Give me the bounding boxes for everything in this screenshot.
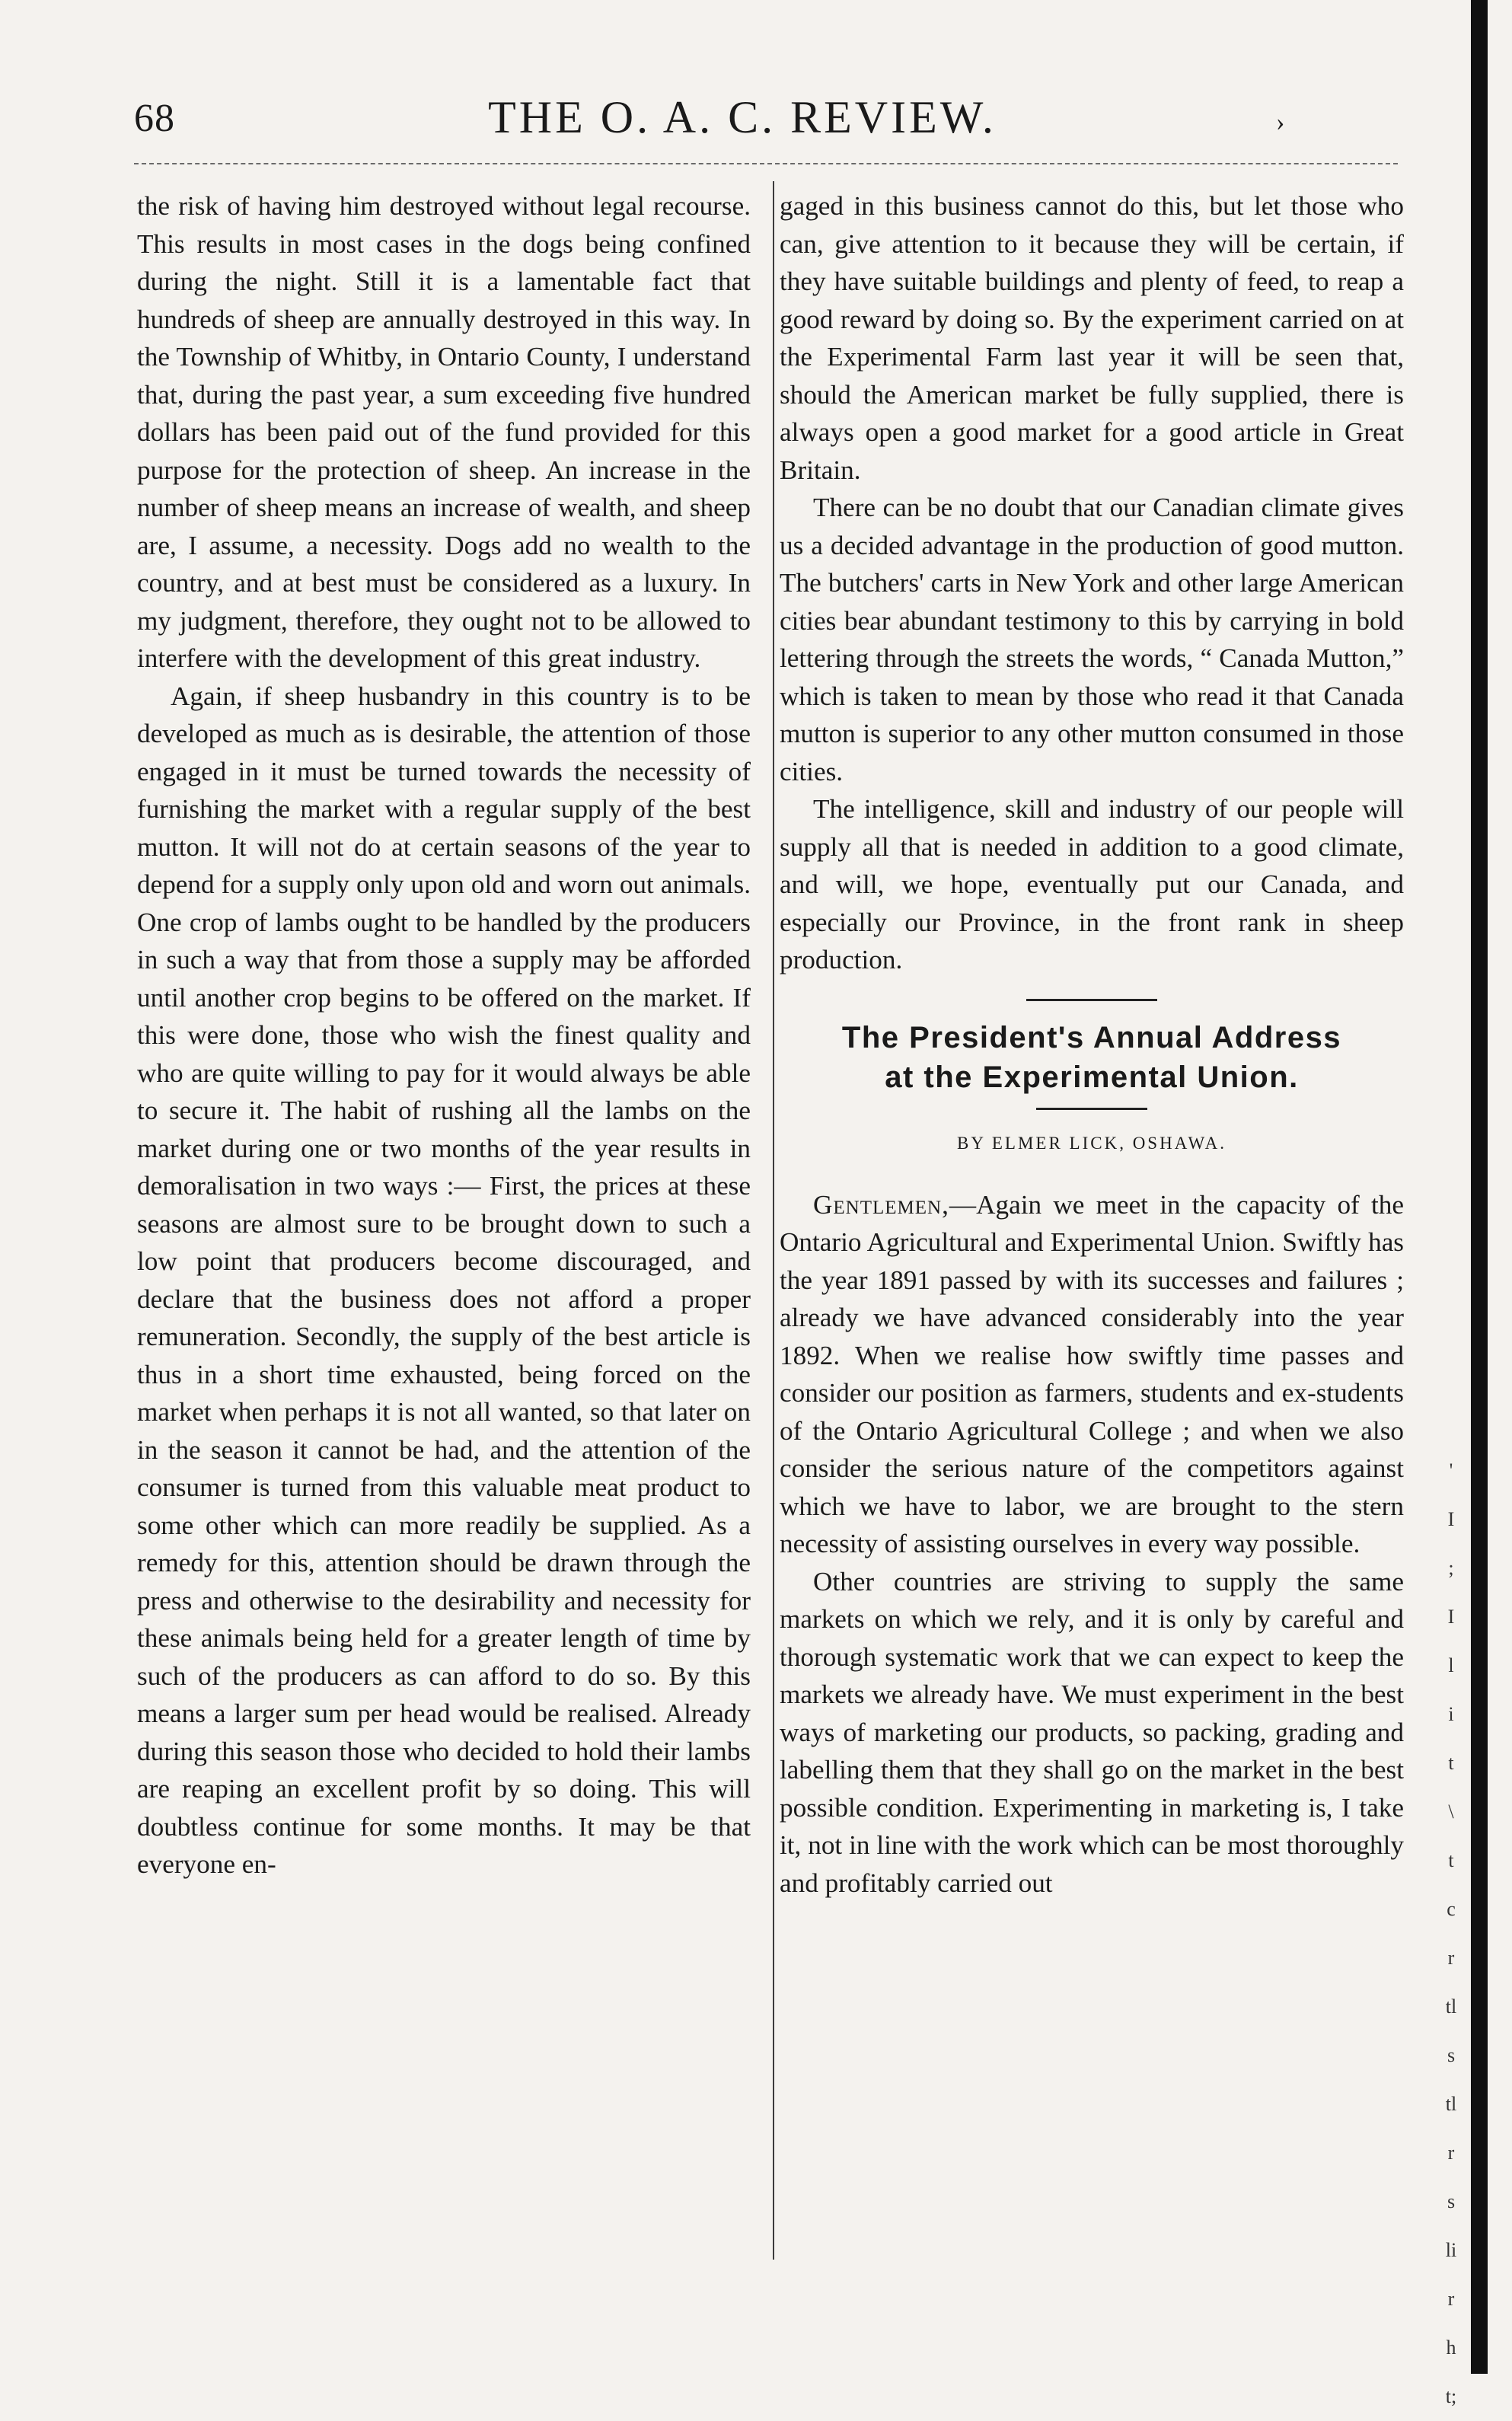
- address-paragraph-1-text: —Again we meet in the capacity of the Ontario Agricultural and Experimental Union. Swiftly has the year 1891 passed by with its successes and failures ; already we have advanced considerably into the year 1892. When we realise how swiftly time passes and consider our position as farmers, students and ex-students of the Ontario Agricultural College ; and when we also consider the serious nature of the competitors against which we have to labor, we are brought to the stern necessity of assisting ourselves in every way possible.: [780, 1189, 1404, 1558]
- left-paragraph-1: the risk of having him destroyed without legal recourse. This results in most cases in the dogs being confined during the night. Still it is a lamentable fact that hundreds of sheep are annually destroyed in this way. In the Township of Whitby, in Ontario County, I understand that, during the past year, a sum exceeding five hundred dollars has been paid out of the fund provided for this purpose for the protection of sheep. An increase in the number of sheep means an increase of wealth, and sheep are, I assume, a necessity. Dogs add no wealth to the country, and at best must be considered as a luxury. In my judgment, therefore, they ought not to be allowed to interfere with the development of this great industry.: [137, 191, 751, 673]
- margin-mark: s: [1447, 2190, 1456, 2212]
- margin-mark: r: [1447, 2288, 1455, 2310]
- section-title-line-1: The President's Annual Address: [841, 1020, 1342, 1054]
- margin-mark: t: [1448, 1849, 1454, 1871]
- right-paragraph-3: The intelligence, skill and industry of our people will supply all that is needed in addition to a good climate, and will, we hope, eventually put our Canada, and especially our Province, in the front rank in sheep production.: [780, 794, 1404, 974]
- address-paragraph-2: Other countries are striving to supply the same markets on which we rely, and it is only by careful and thorough systematic work that we can expect to keep the markets we already have. We must experiment in the best ways of marketing our products, so packing, grading and labelling them that they shall go on the market in the best possible condition. Experimenting in marketing is, I take it, not in line with the work which can be most thoroughly and profitably carried out: [780, 1566, 1404, 1898]
- margin-mark: c: [1447, 1898, 1456, 1920]
- margin-marks: [1436, 1447, 1466, 2421]
- margin-mark: t: [1448, 1752, 1454, 1774]
- margin-mark: r: [1447, 2142, 1455, 2164]
- margin-mark: \: [1448, 1801, 1454, 1823]
- margin-mark: i: [1448, 1703, 1454, 1725]
- margin-mark: ;: [1448, 1557, 1454, 1579]
- margin-mark: li: [1445, 2239, 1457, 2261]
- left-column: [137, 187, 751, 1884]
- corner-mark: ›: [1276, 108, 1285, 136]
- byline: BY ELMER LICK, OSHAWA.: [957, 1133, 1227, 1153]
- margin-mark: I: [1447, 1508, 1455, 1530]
- margin-mark: tl: [1445, 2093, 1457, 2115]
- right-page-edge: [1471, 0, 1488, 2374]
- margin-mark: h: [1446, 2336, 1456, 2359]
- right-paragraph-2: There can be no doubt that our Canadian climate gives us a decided advantage in the production of good mutton. The butchers' carts in New York and other large American cities bear abundant testimony to this by carrying in bold lettering through the streets the words, “ Canada Mutton,” which is taken to mean by those who read it that Canada mutton is superior to any other mutton consumed in those cities.: [780, 493, 1404, 786]
- right-column: [780, 187, 1404, 1902]
- left-paragraph-2: Again, if sheep husbandry in this country is to be developed as much as is desirable, the attention of those engaged in it must be turned towards the necessity of furnishing the market with a regular supply of the best mutton. It will not do at certain seasons of the year to depend for a supply only upon old and worn out animals. One crop of lambs ought to be handled by the producers in such a way that from those a supply may be afforded until another crop begins to be offered on the market. If this were done, those who wish the finest quality and who are quite willing to pay for it would always be able to secure it. The habit of rushing all the lambs on the market during one or two months of the year results in demoralisation in two ways :— First, the prices at these seasons are almost sure to be brought down to such a low point that producers become discouraged, and declare that the business does not afford a proper remuneration. Secondly, the supply of the best article is thus in a short time exhausted, being forced on the market when perhaps it is not all wanted, so that later on in the season it cannot be had, and the attention of the consumer is turned from this valuable meat product to some other which can more readily be supplied. As a remedy for this, attention should be drawn through the press and otherwise to the desirability and necessity for these animals being held for a greater length of time by such of the producers as can afford to do so. By this means a larger sum per head would be realised. Already during this season those who decided to hold their lambs are reaping an excellent profit by so doing. This will doubtless continue for some months. It may be that everyone en-: [137, 681, 751, 1879]
- section-rule-bottom: [1036, 1108, 1147, 1110]
- section-rule-top: [1026, 999, 1157, 1001]
- address-paragraph-1: [780, 1186, 1404, 1563]
- margin-mark: ': [1449, 1459, 1453, 1482]
- margin-mark: l: [1448, 1654, 1454, 1676]
- running-title: THE O. A. C. REVIEW.: [488, 92, 997, 142]
- column-divider: [773, 181, 774, 2260]
- margin-mark: r: [1447, 1947, 1455, 1969]
- section-title-line-2: at the Experimental Union.: [885, 1060, 1299, 1094]
- margin-mark: t;: [1445, 2385, 1457, 2407]
- margin-mark: I: [1447, 1606, 1455, 1628]
- margin-mark: tl: [1445, 1995, 1457, 2018]
- right-paragraph-1: gaged in this business cannot do this, but let those who can, give attention to it because they will be certain, if they have suitable buildings and plenty of feed, to reap a good reward by doing so. By the experiment carried on at the Experimental Farm last year it will be seen that, should the American market be fully supplied, there is always open a good market for a good article in Great Britain.: [780, 191, 1404, 485]
- page-number: 68: [134, 97, 175, 140]
- section-title: [780, 1018, 1404, 1097]
- salutation: Gentlemen,: [813, 1189, 949, 1220]
- header-rule: [134, 163, 1398, 164]
- margin-mark: s: [1447, 2044, 1456, 2066]
